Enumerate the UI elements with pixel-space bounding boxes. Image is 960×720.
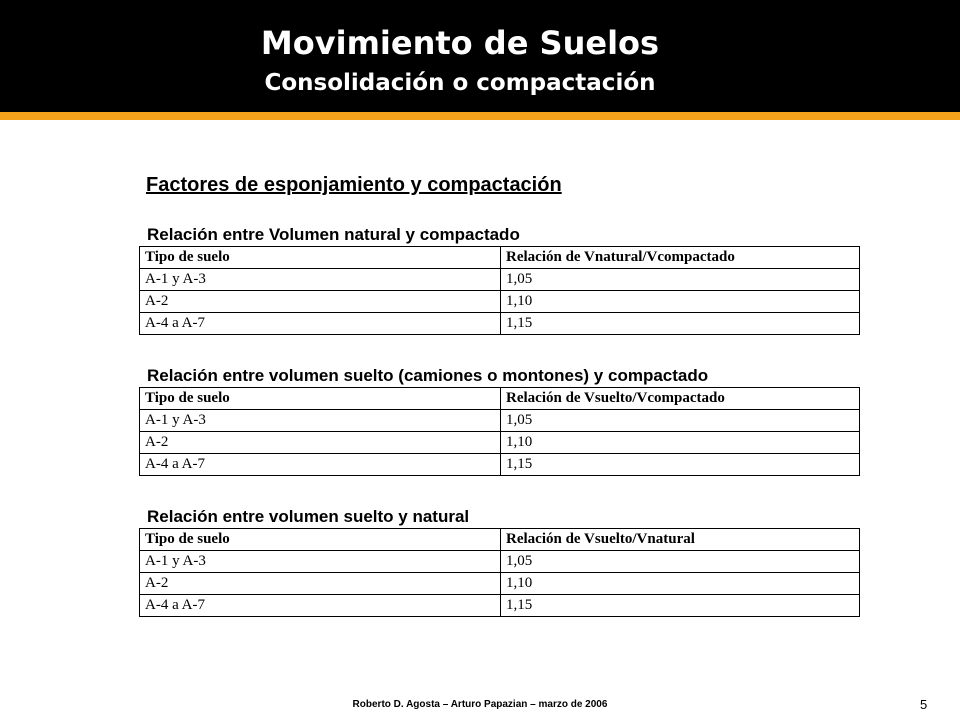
table-header-row	[140, 247, 860, 269]
ratio-table	[139, 246, 860, 335]
cell-ratio: 1,10	[501, 432, 860, 454]
column-header-soil-type: Tipo de suelo	[140, 247, 501, 269]
header-accent-rule	[0, 112, 960, 120]
table-row	[140, 551, 860, 573]
cell-soil-type: A-2	[140, 573, 501, 595]
column-header-ratio: Relación de Vsuelto/Vcompactado	[501, 388, 860, 410]
table-row	[140, 454, 860, 476]
section-heading: Relación entre volumen suelto (camiones o montones) y compactado	[147, 366, 709, 385]
column-header-soil-type: Tipo de suelo	[140, 529, 501, 551]
table-header-row	[140, 529, 860, 551]
cell-soil-type: A-4 a A-7	[140, 313, 501, 335]
slide-subtitle: Consolidación o compactación	[264, 70, 656, 96]
cell-ratio: 1,05	[501, 551, 860, 573]
cell-soil-type: A-1 y A-3	[140, 551, 501, 573]
ratio-section-natural-compacted	[139, 225, 859, 335]
cell-soil-type: A-4 a A-7	[140, 454, 501, 476]
cell-ratio: 1,10	[501, 291, 860, 313]
footer-authors: Roberto D. Agosta – Arturo Papazian – marzo de 2006	[352, 699, 608, 710]
cell-ratio: 1,15	[501, 595, 860, 617]
section-heading: Relación entre volumen suelto y natural	[147, 507, 470, 526]
cell-soil-type: A-2	[140, 291, 501, 313]
table-row	[140, 573, 860, 595]
cell-ratio: 1,05	[501, 410, 860, 432]
ratio-section-loose-natural	[139, 507, 859, 617]
cell-soil-type: A-2	[140, 432, 501, 454]
table-row	[140, 291, 860, 313]
table-row	[140, 595, 860, 617]
cell-ratio: 1,05	[501, 269, 860, 291]
table-header-row	[140, 388, 860, 410]
ratio-table	[139, 387, 860, 476]
slide-title: Movimiento de Suelos	[260, 24, 660, 62]
table-row	[140, 313, 860, 335]
column-header-ratio: Relación de Vsuelto/Vnatural	[501, 529, 860, 551]
cell-soil-type: A-1 y A-3	[140, 269, 501, 291]
table-row	[140, 432, 860, 454]
ratio-table	[139, 528, 860, 617]
column-header-soil-type: Tipo de suelo	[140, 388, 501, 410]
cell-ratio: 1,15	[501, 313, 860, 335]
cell-ratio: 1,10	[501, 573, 860, 595]
cell-soil-type: A-4 a A-7	[140, 595, 501, 617]
page-number: 5	[920, 697, 928, 712]
column-header-ratio: Relación de Vnatural/Vcompactado	[501, 247, 860, 269]
section-heading: Relación entre Volumen natural y compactado	[147, 225, 520, 244]
cell-soil-type: A-1 y A-3	[140, 410, 501, 432]
ratio-section-loose-compacted	[139, 366, 859, 476]
table-row	[140, 410, 860, 432]
document-title: Factores de esponjamiento y compactación	[146, 174, 562, 196]
table-row	[140, 269, 860, 291]
cell-ratio: 1,15	[501, 454, 860, 476]
